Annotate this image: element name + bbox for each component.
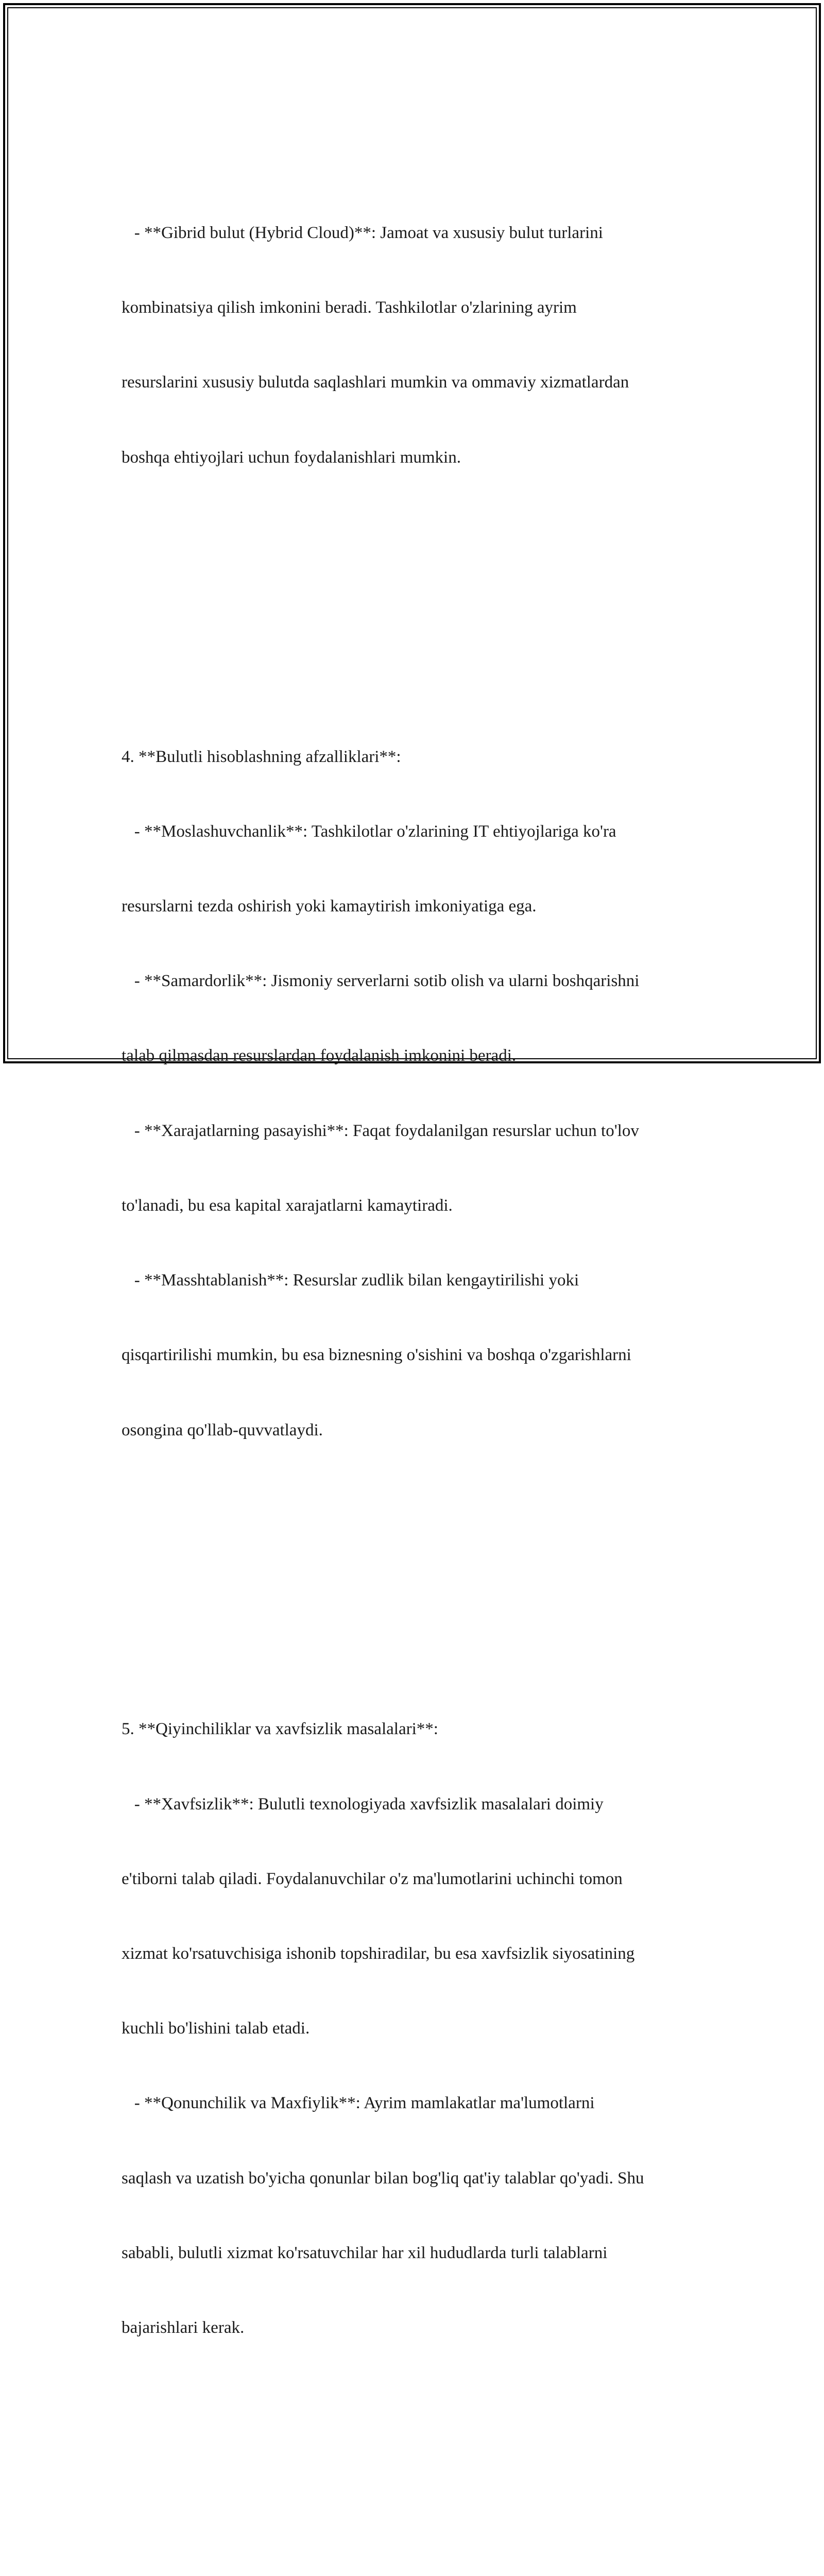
text-line: - **Moslashuvchanlik**: Tashkilotlar o'zlarining IT ehtiyojlariga ko'ra [122, 822, 616, 841]
text-line: bajarishlari kerak. [122, 2318, 245, 2337]
blank-line [122, 1567, 729, 1592]
section-5-challenges [122, 1667, 729, 2391]
text-line: sababli, bulutli xizmat ko'rsatuvchilar har xil hududlarda turli talablarni [122, 2243, 608, 2262]
text-line: qisqartirilishi mumkin, bu esa biznesning o'sishini va boshqa o'zgarishlarni [122, 1346, 631, 1365]
text-line: - **Qonunchilik va Maxfiylik**: Ayrim mamlakatlar ma'lumotlarni [122, 2094, 595, 2113]
text-line: resurslarni tezda oshirish yoki kamaytirish imkoniyatiga ega. [122, 896, 537, 916]
text-line: - **Xavfsizlik**: Bulutli texnologiyada xavfsizlik masalalari doimiy [122, 1794, 604, 1814]
text-line: - **Xarajatlarning pasayishi**: Faqat foydalanilgan resurslar uchun to'lov [122, 1121, 639, 1140]
text-line: resurslarini xususiy bulutda saqlashlari mumkin va ommaviy xizmatlardan [122, 373, 629, 392]
text-line: boshqa ehtiyojlari uchun foydalanishlari mumkin. [122, 448, 461, 467]
text-line: talab qilmasdan resurslardan foydalanish imkonini beradi. [122, 1046, 517, 1065]
text-line: - **Masshtablanish**: Resurslar zudlik bilan kengaytirilishi yoki [122, 1271, 579, 1290]
text-line: to'lanadi, bu esa kapital xarajatlarni kamaytiradi. [122, 1196, 453, 1215]
paragraph-hybrid-cloud [122, 171, 729, 520]
section-heading: 4. **Bulutli hisoblashning afzalliklari**: [122, 747, 401, 766]
text-line: - **Gibrid bulut (Hybrid Cloud)**: Jamoat va xususiy bulut turlarini [122, 224, 603, 243]
text-line: kuchli bo'lishini talab etadi. [122, 2019, 310, 2038]
text-line: xizmat ko'rsatuvchisiga ishonib topshiradilar, bu esa xavfsizlik siyosatining [122, 1944, 635, 1963]
blank-line [122, 595, 729, 619]
text-line: saqlash va uzatish bo'yicha qonunlar bilan bog'liq qat'iy talablar qo'yadi. Shu [122, 2168, 644, 2188]
blank-line [122, 2465, 729, 2490]
section-4-advantages [122, 694, 729, 1493]
section-heading: 5. **Qiyinchiliklar va xavfsizlik masalalari**: [122, 1720, 438, 1739]
document-body [122, 96, 729, 2576]
text-line: - **Samardorlik**: Jismoniy serverlarni sotib olish va ularni boshqarishni [122, 972, 640, 991]
text-line: osongina qo'llab-quvvatlaydi. [122, 1420, 323, 1439]
text-line: e'tiborni talab qiladi. Foydalanuvchilar o'z ma'lumotlarini uchinchi tomon [122, 1869, 623, 1888]
text-line: kombinatsiya qilish imkonini beradi. Tashkilotlar o'zlarining ayrim [122, 298, 577, 317]
section-6-market-trends [122, 2565, 729, 2576]
